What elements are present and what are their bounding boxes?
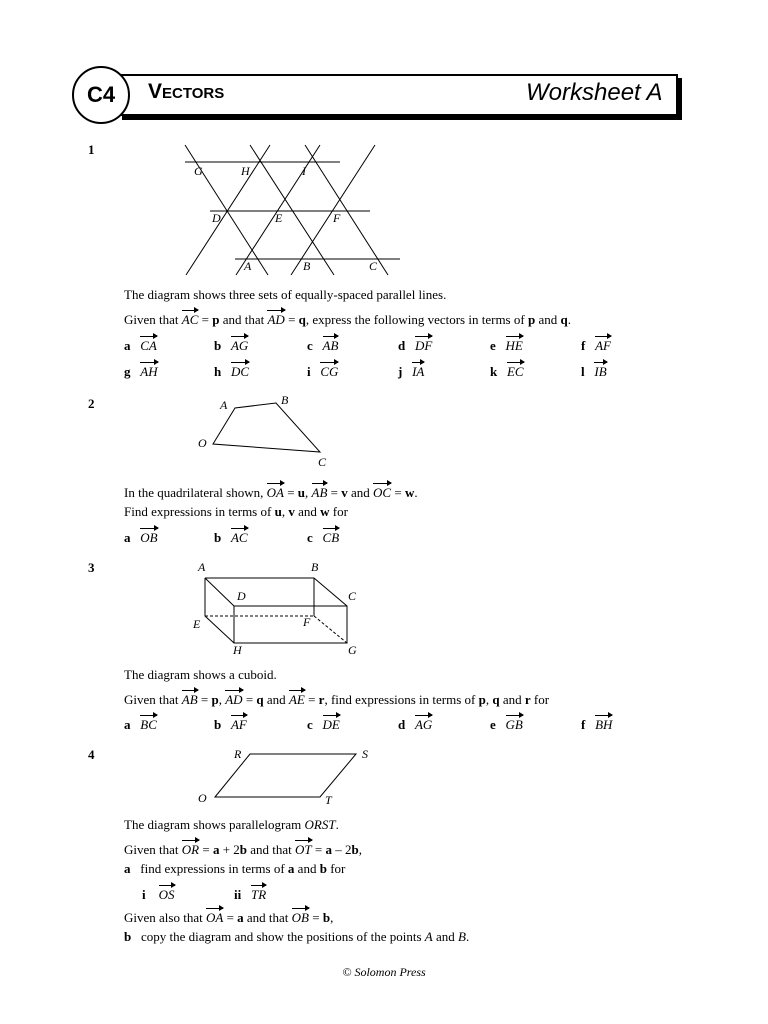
q1-point-h: H bbox=[241, 164, 250, 178]
q4-text: find expressions in terms of bbox=[140, 861, 288, 876]
part-label: i bbox=[307, 364, 311, 379]
vector-label: AB bbox=[312, 482, 328, 501]
q4-part-a bbox=[124, 861, 345, 877]
part-label: f bbox=[581, 338, 586, 353]
equals: = bbox=[199, 842, 213, 857]
vector-b: b bbox=[319, 861, 327, 876]
vector-b: b bbox=[322, 910, 331, 925]
q1-part-l bbox=[581, 361, 607, 380]
q2-text: Find expressions in terms of bbox=[124, 504, 275, 519]
vector-label: IA bbox=[412, 361, 424, 380]
q4-text: and bbox=[432, 929, 459, 944]
q4-text: – 2 bbox=[332, 842, 352, 857]
q3-point-a: A bbox=[198, 560, 206, 574]
vector-a: a bbox=[212, 842, 220, 857]
part-label: a bbox=[124, 861, 131, 876]
q3-point-c: C bbox=[348, 589, 357, 603]
worksheet-label: Worksheet A bbox=[526, 79, 663, 106]
part-label: c bbox=[307, 338, 313, 353]
q3-text: Given that bbox=[124, 692, 182, 707]
q2-given bbox=[124, 482, 418, 501]
q1-given-text: Given that bbox=[124, 312, 182, 327]
vector-u: u bbox=[274, 504, 282, 519]
q1-part-e bbox=[490, 335, 523, 354]
q2-instruction bbox=[124, 504, 348, 520]
q2-text: In the quadrilateral shown, bbox=[124, 485, 267, 500]
q3-point-b: B bbox=[311, 560, 319, 574]
q2-text: , bbox=[305, 485, 312, 500]
q4-point-o: O bbox=[198, 791, 207, 805]
vector-label: AD bbox=[225, 689, 242, 708]
question-2-number: 2 bbox=[88, 396, 95, 411]
part-label: j bbox=[398, 364, 403, 379]
q3-part-c bbox=[307, 714, 340, 733]
part-label: a bbox=[124, 338, 131, 353]
q3-text: , bbox=[485, 692, 493, 707]
vector-label: AD bbox=[267, 309, 284, 328]
q4-point-r: R bbox=[234, 747, 242, 761]
vector-r: r bbox=[318, 692, 325, 707]
q4-text: , bbox=[358, 842, 362, 857]
vector-u: u bbox=[297, 485, 306, 500]
vector-label: OB bbox=[140, 527, 157, 546]
vector-label: OS bbox=[159, 884, 175, 903]
q1-given bbox=[124, 309, 571, 328]
q2-point-b: B bbox=[281, 393, 289, 407]
q2-part-b bbox=[214, 527, 248, 546]
q2-parts-row bbox=[124, 527, 424, 545]
q3-point-d: D bbox=[237, 589, 246, 603]
vector-p: p bbox=[478, 692, 486, 707]
point-a: A bbox=[424, 929, 433, 944]
equals: = bbox=[223, 910, 238, 925]
vector-label: AG bbox=[415, 714, 432, 733]
vector-label: DE bbox=[323, 714, 340, 733]
q2-text: and bbox=[347, 485, 374, 500]
part-label: g bbox=[124, 364, 131, 379]
q2-diagram bbox=[190, 390, 340, 470]
q4-subpart-i bbox=[142, 884, 175, 903]
q1-parts-row-2 bbox=[124, 361, 644, 379]
question-3-number: 3 bbox=[88, 560, 95, 575]
q1-point-b: B bbox=[303, 259, 311, 273]
vector-q: q bbox=[560, 312, 568, 327]
q2-point-a: A bbox=[220, 398, 228, 412]
q4-text: , bbox=[330, 910, 334, 925]
q4-text: The diagram shows parallelogram bbox=[124, 817, 305, 832]
q1-part-j bbox=[398, 361, 424, 380]
equals: = bbox=[309, 910, 323, 925]
vector-label: OC bbox=[373, 482, 391, 501]
q3-part-b bbox=[214, 714, 247, 733]
q1-point-i: I bbox=[302, 164, 306, 178]
q4-text: and bbox=[294, 861, 320, 876]
vector-label: OR bbox=[182, 839, 199, 858]
q1-part-k bbox=[490, 361, 524, 380]
q3-diagram bbox=[185, 556, 375, 660]
q3-part-e bbox=[490, 714, 523, 733]
vector-v: v bbox=[341, 485, 348, 500]
q3-text: and bbox=[263, 692, 289, 707]
vector-label: HE bbox=[506, 335, 523, 354]
q4-text: . bbox=[465, 929, 470, 944]
q1-part-g bbox=[124, 361, 158, 380]
part-label: a bbox=[124, 717, 131, 732]
q3-part-d bbox=[398, 714, 432, 733]
vector-label: OB bbox=[292, 907, 309, 926]
q4-text: for bbox=[326, 861, 346, 876]
q3-point-h: H bbox=[233, 643, 242, 657]
q1-part-b bbox=[214, 335, 248, 354]
vector-b: b bbox=[351, 842, 359, 857]
vector-label: AH bbox=[140, 361, 157, 380]
question-1-number: 1 bbox=[88, 142, 95, 157]
footer-copyright: © Solomon Press bbox=[342, 965, 426, 979]
vector-q: q bbox=[298, 312, 306, 327]
q4-part-b bbox=[124, 929, 469, 945]
vector-r: r bbox=[524, 692, 531, 707]
q3-part-f bbox=[581, 714, 612, 733]
vector-w: w bbox=[404, 485, 415, 500]
equals: = bbox=[198, 312, 213, 327]
q1-diagram bbox=[180, 140, 410, 280]
q4-subpart-ii bbox=[234, 884, 266, 903]
q4-point-s: S bbox=[362, 747, 368, 761]
part-label: b bbox=[124, 929, 132, 944]
vector-label: OA bbox=[206, 907, 223, 926]
vector-label: AF bbox=[231, 714, 247, 733]
vector-p: p bbox=[212, 312, 220, 327]
q3-point-f: F bbox=[303, 615, 311, 629]
equals: = bbox=[391, 485, 405, 500]
vector-label: BH bbox=[595, 714, 612, 733]
part-label: c bbox=[307, 530, 313, 545]
q1-part-d bbox=[398, 335, 432, 354]
q1-point-e: E bbox=[275, 211, 283, 225]
vector-q: q bbox=[256, 692, 264, 707]
q3-point-e: E bbox=[193, 617, 201, 631]
vector-q: q bbox=[492, 692, 500, 707]
q1-part-i bbox=[307, 361, 338, 380]
vector-label: AC bbox=[182, 309, 199, 328]
vector-label: IB bbox=[594, 361, 606, 380]
part-label: e bbox=[490, 338, 496, 353]
equals: = bbox=[242, 692, 257, 707]
q1-part-h bbox=[214, 361, 249, 380]
q3-text: , bbox=[218, 692, 226, 707]
vector-label: AB bbox=[323, 335, 339, 354]
q1-point-a: A bbox=[244, 259, 252, 273]
q3-part-a bbox=[124, 714, 157, 733]
vector-label: OT bbox=[295, 839, 312, 858]
vector-label: AB bbox=[182, 689, 198, 708]
vector-label: DC bbox=[231, 361, 249, 380]
q3-parts-row bbox=[124, 714, 644, 732]
q3-point-g: G bbox=[348, 643, 357, 657]
vector-label: AC bbox=[231, 527, 248, 546]
equals: = bbox=[197, 692, 212, 707]
q1-part-c bbox=[307, 335, 338, 354]
q1-given-text: . bbox=[567, 312, 571, 327]
q2-part-c bbox=[307, 527, 339, 546]
q1-point-f: F bbox=[333, 211, 341, 225]
part-label: h bbox=[214, 364, 222, 379]
part-label: b bbox=[214, 717, 222, 732]
q4-text: and that bbox=[243, 910, 292, 925]
q4-text: copy the diagram and show the positions of the points bbox=[140, 929, 425, 944]
equals: = bbox=[304, 692, 319, 707]
q1-given-text: and bbox=[535, 312, 561, 327]
part-label: c bbox=[307, 717, 313, 732]
part-label: b bbox=[214, 530, 222, 545]
vector-label: AG bbox=[231, 335, 248, 354]
q2-text: . bbox=[414, 485, 418, 500]
chapter-badge bbox=[72, 66, 130, 124]
vector-w: w bbox=[320, 504, 330, 519]
vector-v: v bbox=[288, 504, 295, 519]
q4-text: Given that bbox=[124, 842, 182, 857]
part-label: d bbox=[398, 338, 406, 353]
q4-given-also bbox=[124, 907, 333, 926]
equals: = bbox=[284, 312, 299, 327]
q1-point-c: C bbox=[369, 259, 378, 273]
part-label: a bbox=[124, 530, 131, 545]
vector-label: CB bbox=[323, 527, 340, 546]
part-label: i bbox=[142, 887, 146, 902]
equals: = bbox=[327, 485, 342, 500]
vector-a: a bbox=[325, 842, 333, 857]
q4-text: Given also that bbox=[124, 910, 206, 925]
part-label: d bbox=[398, 717, 406, 732]
vector-p: p bbox=[527, 312, 536, 327]
page-title bbox=[148, 80, 224, 104]
q4-subparts-row bbox=[142, 884, 342, 902]
q2-part-a bbox=[124, 527, 158, 546]
part-label: k bbox=[490, 364, 498, 379]
q4-intro bbox=[124, 817, 339, 833]
vector-label: EC bbox=[507, 361, 524, 380]
q3-text: , find expressions in terms of bbox=[324, 692, 479, 707]
q4-point-t: T bbox=[325, 793, 332, 807]
q3-text: for bbox=[530, 692, 550, 707]
q2-text: and bbox=[294, 504, 321, 519]
part-label: f bbox=[581, 717, 586, 732]
q4-text: + 2 bbox=[219, 842, 240, 857]
q1-intro: The diagram shows three sets of equally-spaced parallel lines. bbox=[124, 287, 447, 302]
vector-label: AE bbox=[289, 689, 305, 708]
q3-intro: The diagram shows a cuboid. bbox=[124, 667, 277, 682]
point-b: B bbox=[458, 929, 466, 944]
shape-name: ORST bbox=[304, 817, 336, 832]
q4-text: . bbox=[335, 817, 339, 832]
q1-point-g: G bbox=[194, 164, 203, 178]
vector-label: CA bbox=[140, 335, 157, 354]
part-label: b bbox=[214, 338, 222, 353]
vector-label: GB bbox=[506, 714, 523, 733]
vector-label: DF bbox=[415, 335, 432, 354]
q1-parts-row-1 bbox=[124, 335, 644, 353]
vector-label: BC bbox=[140, 714, 157, 733]
equals: = bbox=[283, 485, 298, 500]
vector-a: a bbox=[287, 861, 295, 876]
vector-a: a bbox=[237, 910, 244, 925]
q1-part-a bbox=[124, 335, 157, 354]
vector-b: b bbox=[239, 842, 248, 857]
part-label: l bbox=[581, 364, 585, 379]
q2-point-c: C bbox=[318, 455, 327, 469]
q1-given-text: , express the following vectors in terms of bbox=[305, 312, 528, 327]
vector-label: TR bbox=[251, 884, 266, 903]
equals: = bbox=[311, 842, 326, 857]
q2-point-o: O bbox=[198, 436, 207, 450]
chapter-code: C4 bbox=[86, 82, 116, 107]
q2-text: for bbox=[329, 504, 348, 519]
q1-given-text: and that bbox=[219, 312, 268, 327]
q4-diagram bbox=[190, 742, 380, 810]
q4-given bbox=[124, 839, 362, 858]
vector-label: OA bbox=[267, 482, 284, 501]
vector-p: p bbox=[211, 692, 219, 707]
vector-label: AF bbox=[595, 335, 611, 354]
q3-text: and bbox=[499, 692, 525, 707]
title-text: Vectors bbox=[148, 80, 225, 103]
q2-text: , bbox=[281, 504, 289, 519]
part-label: ii bbox=[234, 887, 242, 902]
vector-label: CG bbox=[320, 361, 338, 380]
question-4-number: 4 bbox=[88, 747, 95, 762]
q1-part-f bbox=[581, 335, 611, 354]
q3-given bbox=[124, 689, 549, 708]
part-label: e bbox=[490, 717, 496, 732]
q1-point-d: D bbox=[212, 211, 221, 225]
q4-text: and that bbox=[247, 842, 296, 857]
